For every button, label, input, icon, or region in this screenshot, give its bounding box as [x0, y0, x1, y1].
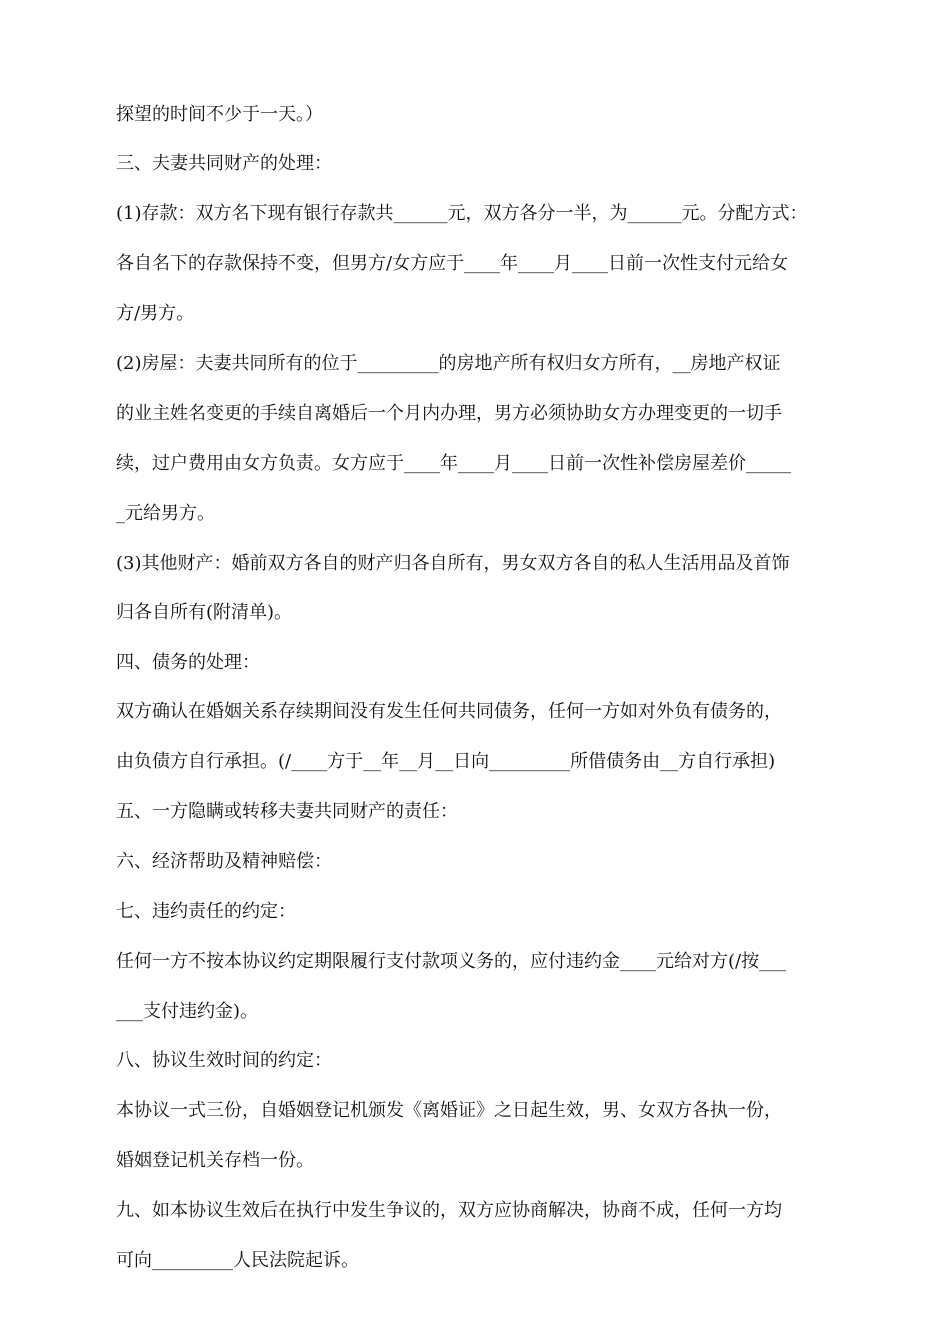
text-line: 归各自所有(附清单)。: [116, 602, 293, 623]
text-line: 双方确认在婚姻关系存续期间没有发生任何共同债务，任何一方如对外负有债务的，: [116, 701, 782, 722]
section-heading: 四、债务的处理：: [116, 652, 260, 673]
text-line: _元给男方。: [116, 503, 215, 524]
section-heading: 九、如本协议生效后在执行中发生争议的，双方应协商解决，协商不成，任何一方均: [116, 1200, 782, 1221]
text-line: 本协议一式三份，自婚姻登记机颁发《离婚证》之日起生效，男、女双方各执一份，: [116, 1100, 782, 1121]
text-line: 探望的时间不少于一天。）: [116, 104, 323, 125]
text-line: 婚姻登记机关存档一份。: [116, 1150, 314, 1171]
section-heading: 七、违约责任的约定：: [116, 901, 296, 922]
text-line: ___支付违约金)。: [116, 1001, 259, 1022]
text-line: 方/男方。: [116, 303, 195, 324]
section-heading: 八、协议生效时间的约定：: [116, 1050, 332, 1071]
text-line: 任何一方不按本协议约定期限履行支付款项义务的，应付违约金____元给对方(/按___: [116, 951, 787, 972]
text-line: 可向_________人民法院起诉。: [116, 1250, 359, 1271]
text-line: (3)其他财产：婚前双方各自的财产归各自所有，男女双方各自的私人生活用品及首饰: [116, 553, 790, 574]
text-line: 续，过户费用由女方负责。女方应于____年____月____日前一次性补偿房屋差价_____: [116, 453, 791, 474]
section-heading: 三、夫妻共同财产的处理：: [116, 153, 332, 174]
text-line: 由负债方自行承担。(/____方于__年__月__日向_________所借债务由__方自行承担): [116, 751, 776, 772]
section-heading: 六、经济帮助及精神赔偿：: [116, 851, 332, 872]
text-line: (1)存款：双方名下现有银行存款共______元，双方各分一半，为______元。分配方式：: [116, 203, 808, 224]
text-line: 各自名下的存款保持不变，但男方/女方应于____年____月____日前一次性支付元给女: [116, 253, 789, 274]
text-line: 的业主姓名变更的手续自离婚后一个月内办理，男方必须协助女方办理变更的一切手: [116, 403, 782, 424]
section-heading: 五、一方隐瞒或转移夫妻共同财产的责任：: [116, 801, 458, 822]
text-line: (2)房屋：夫妻共同所有的位于_________的房地产所有权归女方所有，__房地产权证: [116, 353, 781, 374]
